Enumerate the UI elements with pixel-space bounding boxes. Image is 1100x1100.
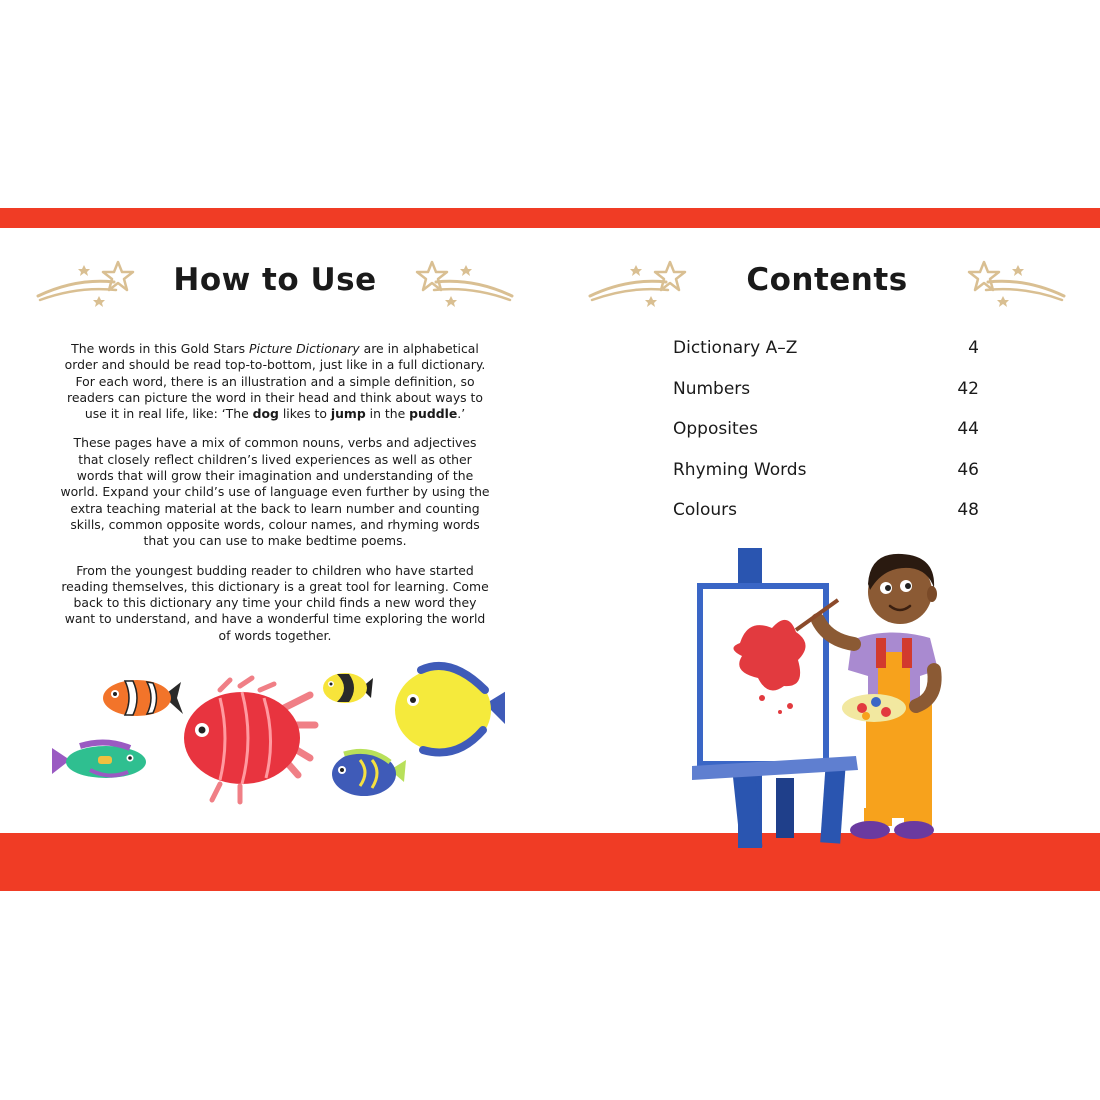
- paragraph-text-run: The words in this Gold Stars: [71, 341, 250, 356]
- shooting-stars-icon: [36, 260, 136, 310]
- contents-entry: [673, 379, 979, 420]
- paragraph-text-run: puddle: [409, 406, 458, 422]
- contents-entry-label: Opposites: [673, 419, 758, 440]
- shooting-stars-icon: [414, 260, 514, 310]
- contents-entry-label: Numbers: [673, 378, 751, 399]
- how-to-use-paragraph: [60, 341, 490, 422]
- contents-entry-page: 44: [957, 419, 979, 440]
- shooting-stars-icon: [588, 260, 688, 310]
- contents-entry-page: 48: [957, 500, 979, 521]
- how-to-use-paragraph: [60, 563, 490, 644]
- how-to-use-title: How to Use: [173, 262, 377, 298]
- paragraph-text-run: These pages have a mix of common nouns, verbs and adjectives that closely reflect children’s lived experiences as well as other words that will grow their imagination and understanding of the world. Expand your child’s use of language even further by using the extra teaching material at the back to learn number and counting skills, common opposite words, colour names, and rhyming words that you can use to make bedtime poems.: [60, 435, 490, 549]
- paragraph-text-run: are in alphabetical order and should be read top-to-bottom, just like in a full dictionary. For each word, there is an illustration and a simple definition, so readers can picture the word in their head and think about ways to use it in real life, like: ‘The: [64, 341, 486, 422]
- contents-entry: [673, 419, 979, 460]
- contents-entry: [673, 338, 979, 379]
- paragraph-text-run: jump: [330, 406, 366, 422]
- paragraph-text-run: .’: [457, 406, 466, 422]
- contents-entry-page: 42: [957, 378, 979, 399]
- contents-entry-label: Rhyming Words: [673, 459, 807, 480]
- contents-list: [673, 338, 979, 541]
- contents-title: Contents: [746, 262, 908, 298]
- contents-entry-label: Colours: [673, 500, 738, 521]
- contents-entry: [673, 500, 979, 541]
- how-to-use-text: [60, 341, 490, 657]
- fish-illustration: [45, 660, 505, 810]
- contents-entry-label: Dictionary A–Z: [673, 338, 798, 358]
- paragraph-text-run: dog: [252, 406, 279, 422]
- top-red-band: [0, 208, 1100, 228]
- how-to-use-paragraph: [60, 435, 490, 549]
- paragraph-text-run: From the youngest budding reader to children who have started reading themselves, this dictionary is a great tool for learning. Come back to this dictionary any time your child finds a new word they want to understand, and have a wonderful time exploring the world of words together.: [61, 562, 489, 643]
- painter-boy-illustration: [688, 548, 950, 848]
- shooting-stars-icon: [966, 260, 1066, 310]
- paragraph-text-run: Picture Dictionary: [249, 341, 360, 356]
- paragraph-text-run: likes to: [278, 406, 331, 422]
- contents-entry-page: 46: [957, 459, 979, 480]
- contents-entry-page: 4: [968, 338, 979, 358]
- contents-entry: [673, 460, 979, 501]
- paragraph-text-run: in the: [365, 406, 410, 422]
